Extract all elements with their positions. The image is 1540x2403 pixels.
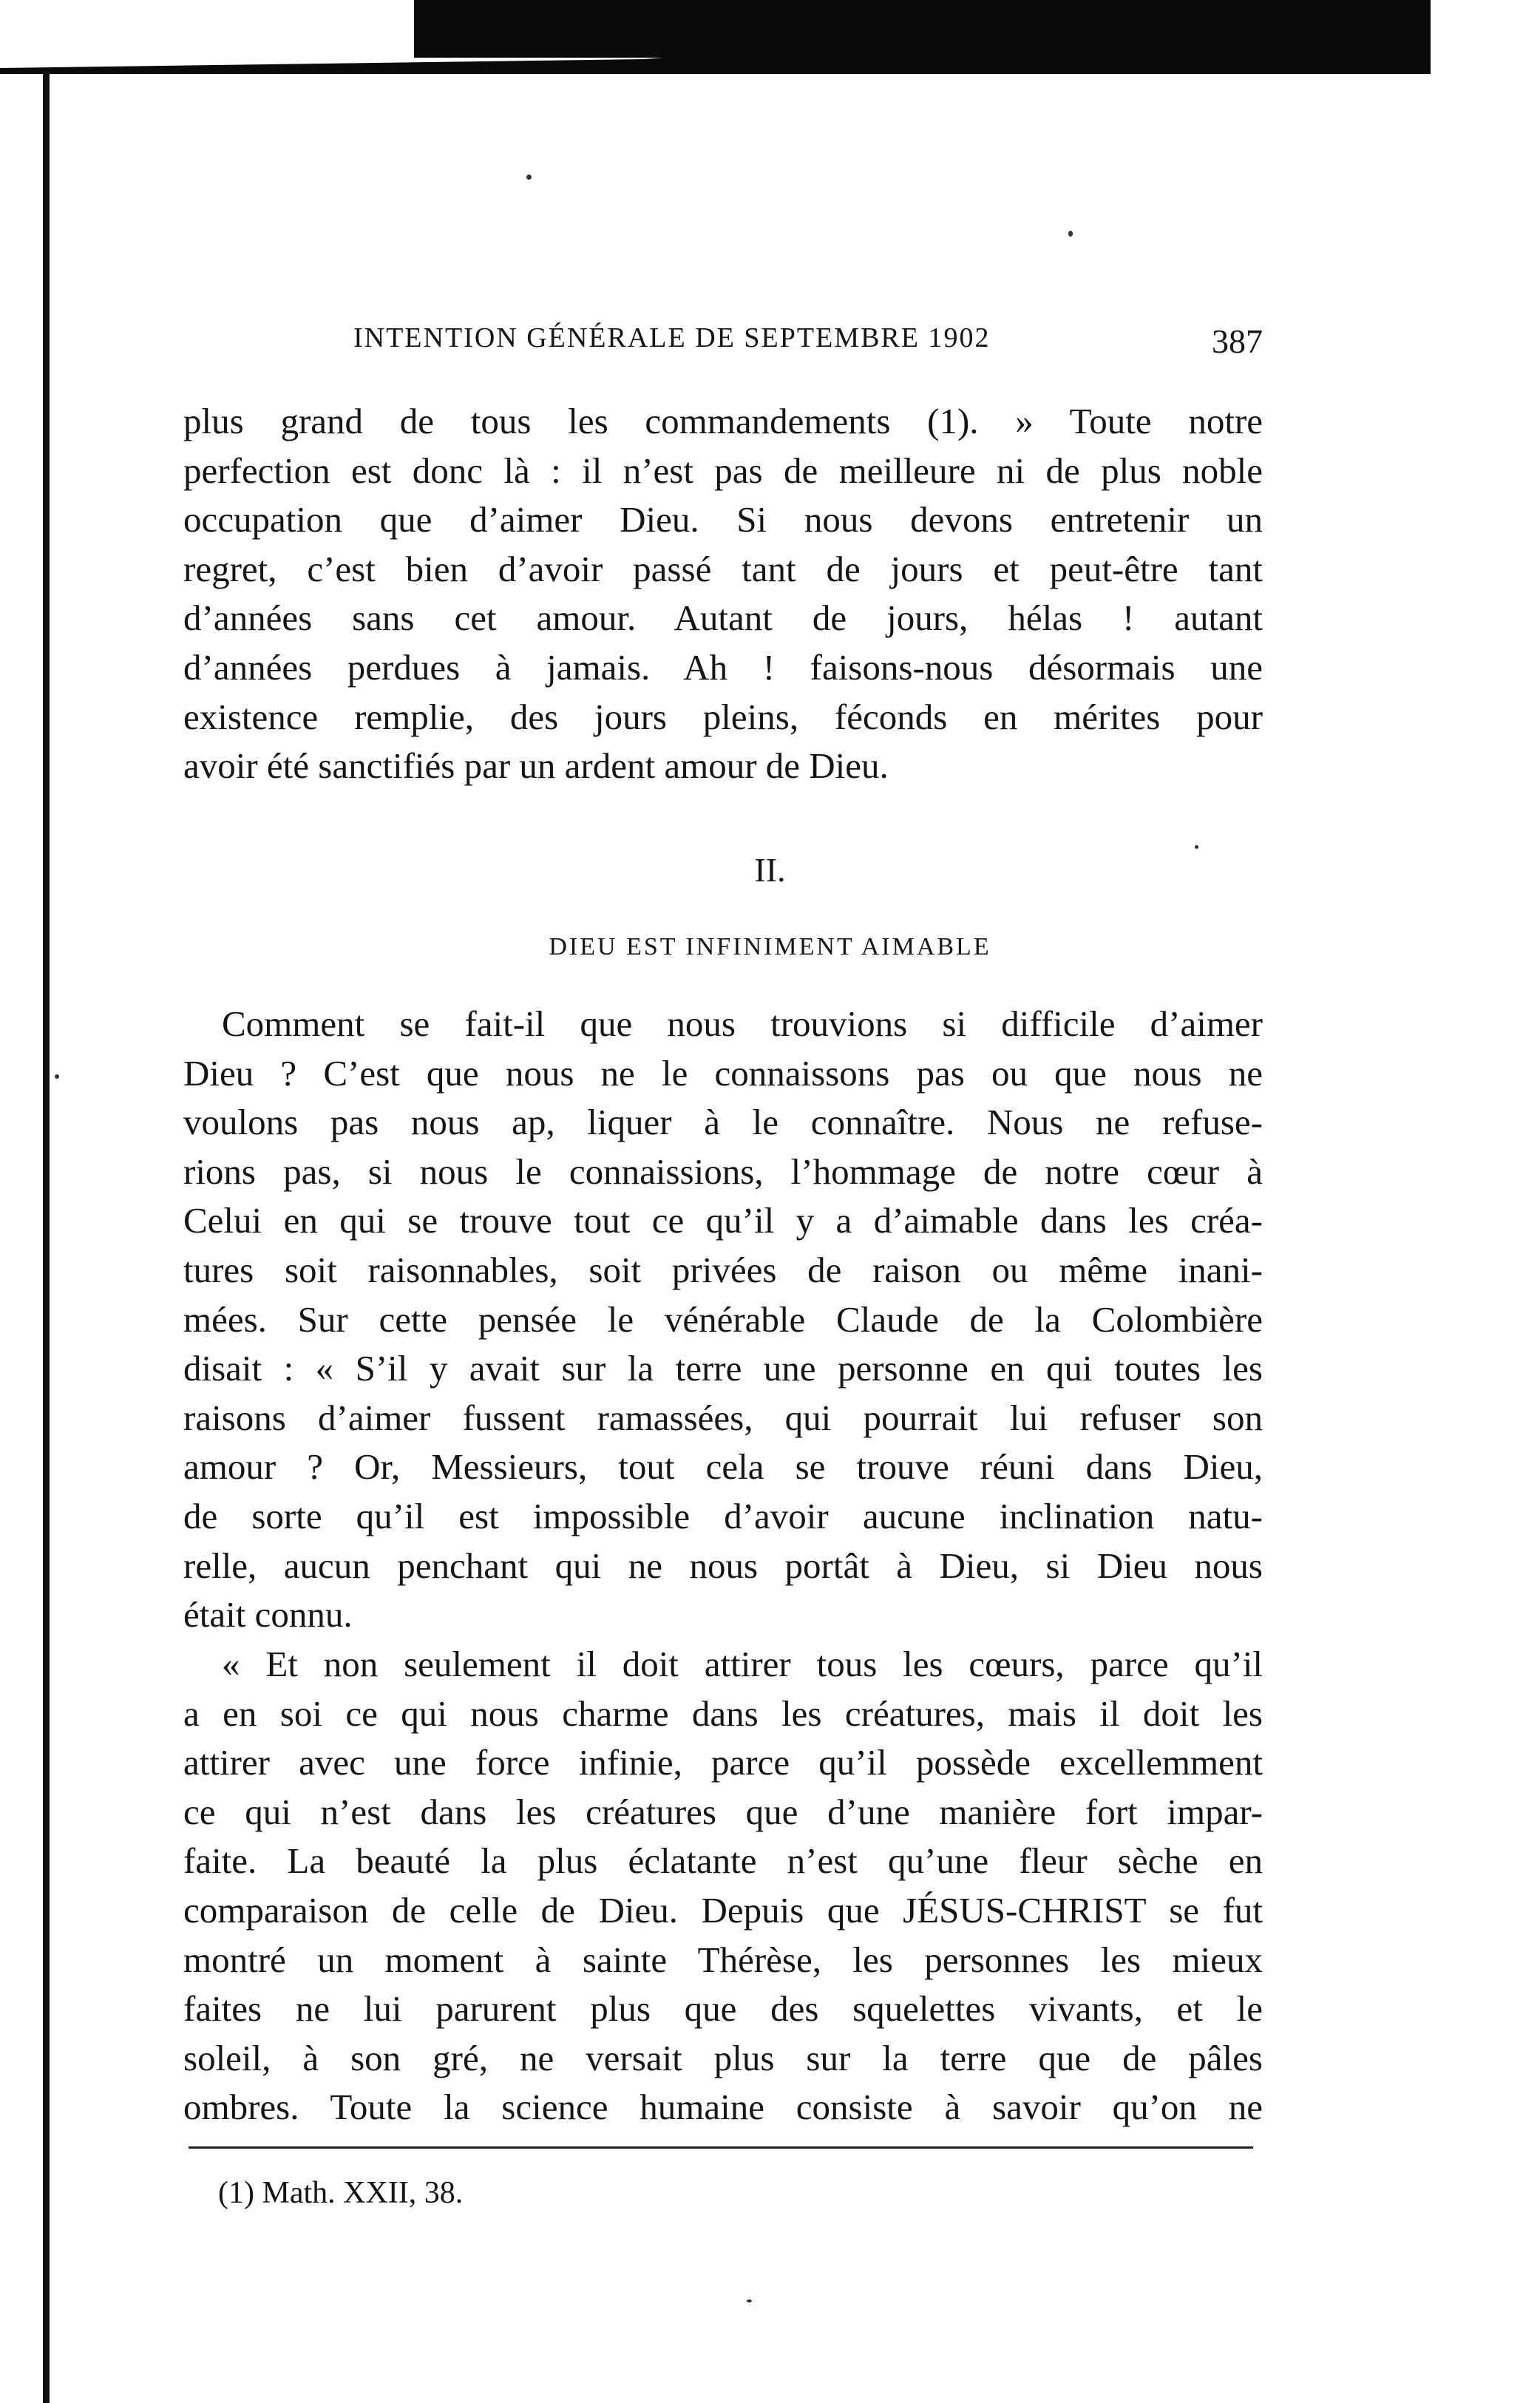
text-line: voulons pas nous ap, liquer à le connaître. Nous ne refuse- [183, 1102, 1263, 1143]
text-line: de sorte qu’il est impossible d’avoir aucune inclination natu- [183, 1495, 1263, 1536]
text-line: « Et non seulement il doit attirer tous les cœurs, parce qu’il [222, 1644, 1263, 1684]
text-line: était connu. [183, 1594, 353, 1636]
text-line: occupation que d’aimer Dieu. Si nous devons entretenir un [183, 499, 1263, 540]
paragraph-3 [183, 1640, 1263, 2132]
text-line: mées. Sur cette pensée le vénérable Claude de la Colombière [183, 1298, 1263, 1340]
footnote: (1) Math. XXII, 38. [218, 2176, 464, 2210]
text-line: soleil, à son gré, ne versait plus sur la terre que de pâles [183, 2037, 1263, 2078]
text-line: comparaison de celle de Dieu. Depuis que JÉSUS-CHRIST se fut [183, 1889, 1263, 1931]
section-title: DIEU EST INFINIMENT AIMABLE [549, 933, 991, 960]
text-line: Celui en qui se trouve tout ce qu’il y a d’aimable dans les créa- [183, 1200, 1263, 1241]
scan-speck [747, 2299, 752, 2302]
text-line: faite. La beauté la plus éclatante n’est qu’une fleur sèche en [183, 1840, 1263, 1882]
section-number: II. [754, 851, 786, 889]
text-line: disait : « S’il y avait sur la terre une personne en qui toutes les [183, 1348, 1263, 1389]
scan-speck [526, 174, 532, 180]
text-line: tures soit raisonnables, soit privées de raison ou même inani- [183, 1249, 1263, 1290]
text-line: ombres. Toute la science humaine consiste à savoir qu’on ne [183, 2087, 1263, 2128]
text-line: Dieu ? C’est que nous ne le connaissons pas ou que nous ne [183, 1052, 1263, 1094]
text-line: amour ? Or, Messieurs, tout cela se trouve réuni dans Dieu, [183, 1446, 1263, 1488]
scan-speck [1195, 845, 1198, 849]
text-line: ce qui n’est dans les créatures que d’une manière fort impar- [183, 1791, 1263, 1832]
scan-border-left [43, 71, 50, 2403]
text-line: a en soi ce qui nous charme dans les créatures, mais il doit les [183, 1692, 1263, 1734]
text-line: rions pas, si nous le connaissions, l’hommage de notre cœur à [183, 1150, 1263, 1192]
text-line: regret, c’est bien d’avoir passé tant de jours et peut-être tant [183, 548, 1263, 589]
scan-speck [1068, 231, 1073, 237]
running-head: INTENTION GÉNÉRALE DE SEPTEMBRE 1902 [353, 322, 991, 353]
scan-border-top-fill [414, 0, 1431, 58]
text-line: avoir été sanctifiés par un ardent amour de Dieu. [183, 745, 889, 787]
page-header [353, 322, 1263, 373]
text-line: perfection est donc là : il n’est pas de meilleure ni de plus noble [183, 450, 1263, 491]
text-line: Comment se fait-il que nous trouvions si difficile d’aimer [222, 1003, 1263, 1044]
text-line: d’années perdues à jamais. Ah ! faisons-nous désormais une [183, 646, 1263, 688]
text-line: faites ne lui parurent plus que des squelettes vivants, et le [183, 1988, 1263, 2030]
footnote-rule [189, 2146, 1253, 2149]
text-line: existence remplie, des jours pleins, féconds en mérites pour [183, 696, 1263, 737]
text-line: attirer avec une force infinie, parce qu’il possède excellemment [183, 1742, 1263, 1783]
text-line: d’années sans cet amour. Autant de jours, hélas ! autant [183, 597, 1263, 639]
text-line: raisons d’aimer fussent ramassées, qui pourrait lui refuser son [183, 1397, 1263, 1438]
page-number: 387 [1212, 322, 1263, 360]
text-line: plus grand de tous les commandements (1). » Toute notre [183, 401, 1263, 441]
text-line: relle, aucun penchant qui ne nous portât à Dieu, si Dieu nous [183, 1545, 1263, 1586]
scan-speck [55, 1074, 59, 1079]
text-line: montré un moment à sainte Thérèse, les personnes les mieux [183, 1939, 1263, 1980]
paragraph-2 [183, 1000, 1263, 1640]
paragraph-1 [183, 397, 1263, 791]
